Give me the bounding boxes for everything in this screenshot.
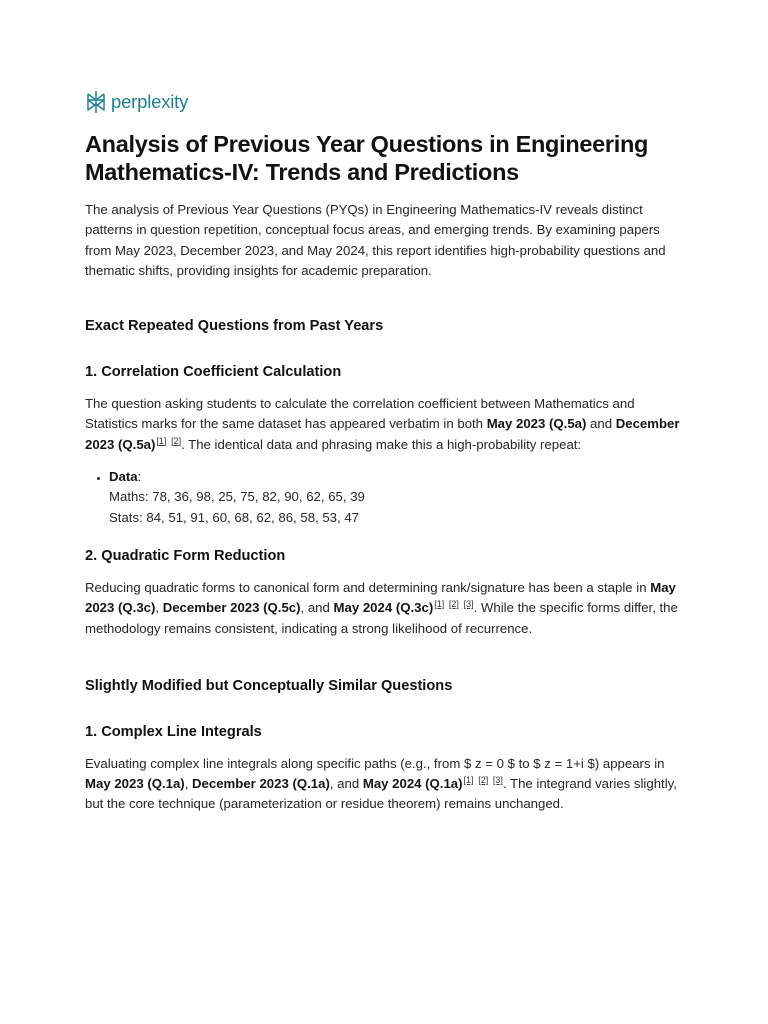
maths-data: Maths: 78, 36, 98, 25, 75, 82, 90, 62, 65, 39 [109, 489, 365, 505]
ref-may-2024-q1a: May 2024 (Q.1a) [362, 776, 463, 792]
data-label: Data [109, 469, 138, 485]
page-title: Analysis of Previous Year Questions in Engineering Mathematics-IV: Trends and Predictions [85, 131, 649, 185]
citation-link[interactable]: [3] [463, 599, 474, 610]
complex-integrals-paragraph: Evaluating complex line integrals along specific paths (e.g., from $ z = 0 $ to $ z = 1+i $) appears in May 2023 (Q.1a), December 2023 (Q.1a), and May 2024 (Q.1a)[1] [2] [3]. The integrand varies slightly, but the core technique (parameterization or residue theorem) remains unchanged. [85, 755, 677, 812]
data-list [85, 467, 685, 528]
ref-may-2024-q3c: May 2024 (Q.3c) [333, 600, 434, 616]
brand-name: perplexity [111, 91, 189, 112]
subheading-correlation: 1. Correlation Coefficient Calculation [85, 364, 342, 381]
citation-link[interactable]: [1] [156, 435, 167, 446]
ref-may-2023-q3c: May 2023 (Q.3c) [85, 579, 676, 616]
citation-link[interactable]: [2] [478, 775, 489, 786]
subheading-quadratic: 2. Quadratic Form Reduction [85, 547, 286, 564]
brand-logo[interactable] [85, 89, 188, 115]
citation-link[interactable]: [2] [448, 599, 459, 610]
citation-link[interactable]: [1] [463, 775, 474, 786]
list-item: • Data: Maths: 78, 36, 98, 25, 75, 82, 90, 62, 65, 39 Stats: 84, 51, 91, 60, 68, 62, 86, 58, 53, 47 [109, 467, 685, 528]
perplexity-logo-icon [85, 90, 107, 114]
ref-dec-2023-q5c: December 2023 (Q.5c) [162, 600, 301, 616]
citation-link[interactable]: [3] [492, 775, 503, 786]
stats-data: Stats: 84, 51, 91, 60, 68, 62, 86, 58, 53, 47 [109, 509, 360, 525]
ref-may-2023-q5a: May 2023 (Q.5a) [486, 416, 587, 432]
ref-may-2023-q1a: May 2023 (Q.1a) [85, 776, 185, 792]
citation-link[interactable]: [1] [434, 599, 445, 610]
correlation-paragraph: The question asking students to calculate the correlation coefficient between Mathematics and Statistics marks for the same dataset has appeared verbatim in both May 2023 (Q.5a) and December 2023 (Q.5a)[1] [2]. The identical data and phrasing make this a high-probability repeat: [85, 396, 680, 452]
section-heading-exact: Exact Repeated Questions from Past Years [85, 318, 384, 335]
article [85, 130, 685, 815]
intro-paragraph: The analysis of Previous Year Questions (PYQs) in Engineering Mathematics-IV reveals distinct patterns in question repetition, conceptual focus areas, and emerging trends. By examining papers from May 2023, December 2023, and May 2024, this report identifies high-probability questions and thematic shifts, providing insights for academic preparation. [85, 202, 666, 278]
ref-dec-2023-q5a: December 2023 (Q.5a) [85, 416, 680, 452]
quadratic-paragraph: Reducing quadratic forms to canonical form and determining rank/signature has been a staple in May 2023 (Q.3c), December 2023 (Q.5c), and May 2024 (Q.3c)[1] [2] [3]. While the specific forms differ, the methodology remains consistent, indicating a strong likelihood of recurrence. [85, 579, 678, 636]
subheading-complex-line-integrals: 1. Complex Line Integrals [85, 723, 262, 740]
section-heading-modified: Slightly Modified but Conceptually Similar Questions [85, 677, 453, 694]
citation-link[interactable]: [2] [171, 435, 182, 446]
ref-dec-2023-q1a: December 2023 (Q.1a) [192, 776, 330, 792]
